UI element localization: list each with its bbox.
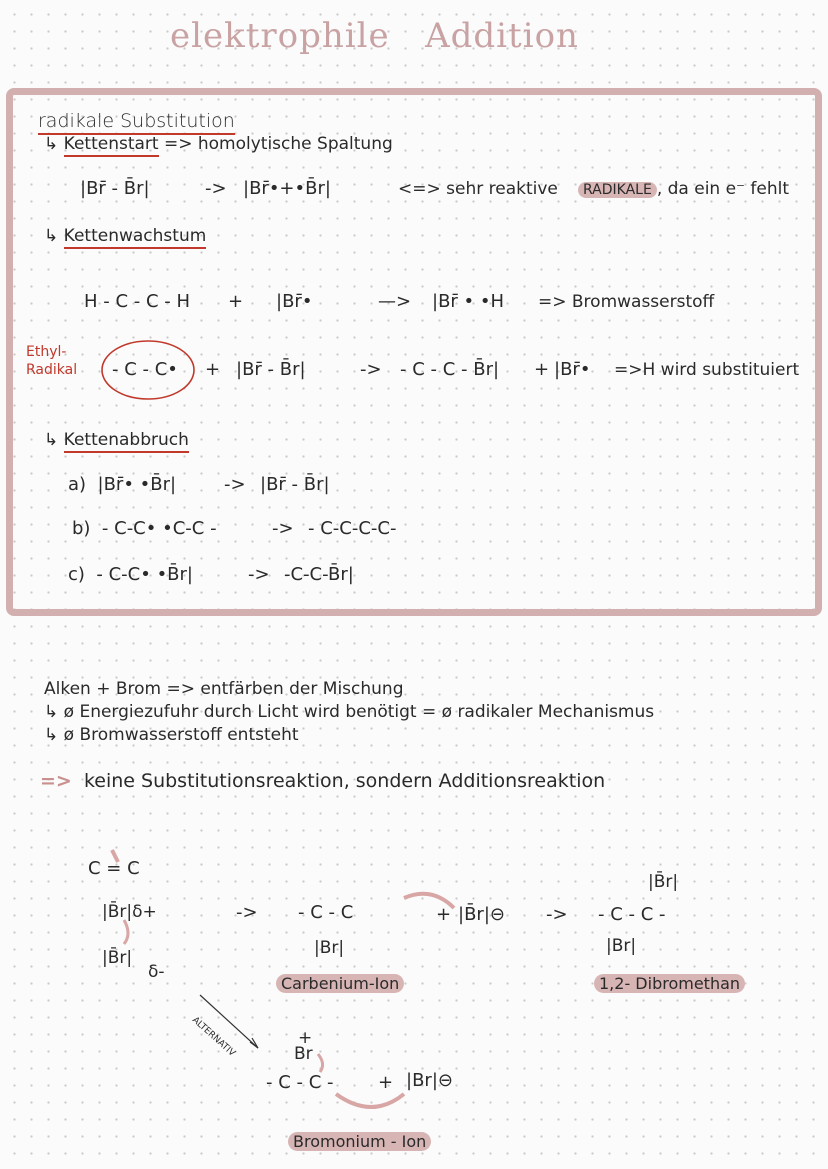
growth-eq1-arrow: —> — [378, 291, 412, 312]
bromonium-arrow — [336, 1094, 404, 1107]
growth-eq2-rhs2: |Br̄• — [554, 359, 591, 380]
chain-start-label: Kettenstart — [64, 134, 159, 157]
stop-item-c: c) - C-C• •B̄r| — [68, 564, 193, 585]
stop-c-arrow: -> — [248, 564, 270, 585]
growth-eq2-note: =>H wird substituiert — [614, 360, 800, 380]
alkene-structure: C = C — [88, 858, 140, 879]
product-structure: - C - C - — [598, 904, 666, 925]
radical-heading: radikale Substitution — [38, 112, 235, 131]
alkene-line-1: Alken + Brom => entfärben der Mischung — [44, 679, 404, 699]
radikale-row: RADIKALE , da ein e⁻ fehlt — [578, 181, 789, 198]
bromonium-label: Bromonium - Ion — [288, 1134, 431, 1150]
growth-eq1-lhs: H - C - C - H — [84, 291, 191, 312]
growth-eq2-lhs: - C - C• — [112, 359, 178, 380]
stop-item-b: b) - C-C• •C-C - — [72, 518, 217, 539]
mechanism-plus: + — [436, 904, 452, 925]
carbenium-br: |Br| — [314, 938, 345, 958]
stop-c-rhs: -C-C-B̄r| — [284, 564, 354, 585]
start-rhs: |Br̄•+•B̄r| — [243, 178, 331, 199]
stop-a-rhs: |Br̄ - B̄r| — [260, 474, 330, 495]
chain-stop-row: ↳ Kettenabbruch — [44, 432, 189, 449]
mechanism-arrow-1: -> — [236, 902, 258, 923]
bromine-bottom: |B̄r| — [102, 948, 133, 968]
start-equation: |Br̄ - B̄r| — [80, 178, 150, 199]
product-br-bottom: |Br| — [606, 936, 637, 956]
alkene-line-2: ↳ ø Energiezufuhr durch Licht wird benötigt = ø radikaler Mechanismus — [44, 702, 655, 722]
start-arrow: -> — [205, 178, 227, 199]
title-main: elektrophile — [170, 16, 390, 56]
growth-eq1-plus: + — [228, 291, 244, 312]
stop-item-a: a) |Br̄• •B̄r| — [68, 474, 177, 495]
growth-eq2-plus2: + — [534, 359, 550, 380]
bromonium-br: Br — [294, 1044, 313, 1064]
radikale-badge: RADIKALE — [578, 182, 657, 198]
carbenium-label: Carbenium-Ion — [276, 976, 404, 992]
alternativ-label: ALTERNATIV — [189, 1015, 237, 1059]
attack-arrow — [404, 894, 454, 908]
growth-eq1-rhs: |Br̄ • •H — [432, 291, 505, 312]
title-right: Addition — [425, 16, 579, 56]
stop-a-arrow: -> — [224, 474, 246, 495]
stop-b-arrow: -> — [272, 518, 294, 539]
conclusion-row: => keine Substitutionsreaktion, sondern Additionsreaktion — [40, 770, 606, 792]
product-label: 1,2- Dibromethan — [594, 976, 745, 992]
stop-b-rhs: - C-C-C-C- — [308, 518, 397, 539]
delta-minus: δ- — [148, 962, 165, 982]
bromonium-bromide: |Br|⊖ — [406, 1070, 453, 1091]
growth-eq1-note: => Bromwasserstoff — [538, 292, 715, 312]
bromonium-plus: + — [378, 1072, 394, 1093]
bromine-top: |B̄r|δ+ — [102, 902, 157, 922]
chain-growth-label: Kettenwachstum — [64, 226, 207, 249]
chain-stop-label: Kettenabbruch — [64, 430, 189, 453]
carbenium-structure: - C - C — [298, 902, 354, 923]
growth-eq2-arrow: -> — [360, 359, 382, 380]
chain-growth-row: ↳ Kettenwachstum — [44, 228, 206, 245]
chain-start-row: ↳ Kettenstart => homolytische Spaltung — [44, 136, 393, 153]
mechanism-arrow-2: -> — [546, 904, 568, 925]
ethyl-radical-tag: Ethyl- Radikal — [26, 344, 78, 378]
growth-eq2-plus: + — [205, 359, 221, 380]
growth-eq1-reagent: |Br̄• — [276, 291, 313, 312]
product-br-top: |B̄r| — [648, 872, 679, 892]
bromonium-charge: + — [298, 1028, 313, 1048]
alternativ-arrow — [200, 995, 258, 1048]
bromide-ion: |B̄r|⊖ — [458, 904, 505, 925]
alkene-line-3: ↳ ø Bromwasserstoff entsteht — [44, 725, 299, 745]
ethyl-radical-circle — [102, 341, 194, 399]
growth-eq2-reagent: |Br̄ - B̄r| — [236, 359, 306, 380]
growth-eq2-rhs: - C - C - B̄r| — [400, 359, 500, 380]
start-note: <=> sehr reaktive — [398, 179, 558, 199]
bromonium-structure: - C - C - — [266, 1072, 334, 1093]
